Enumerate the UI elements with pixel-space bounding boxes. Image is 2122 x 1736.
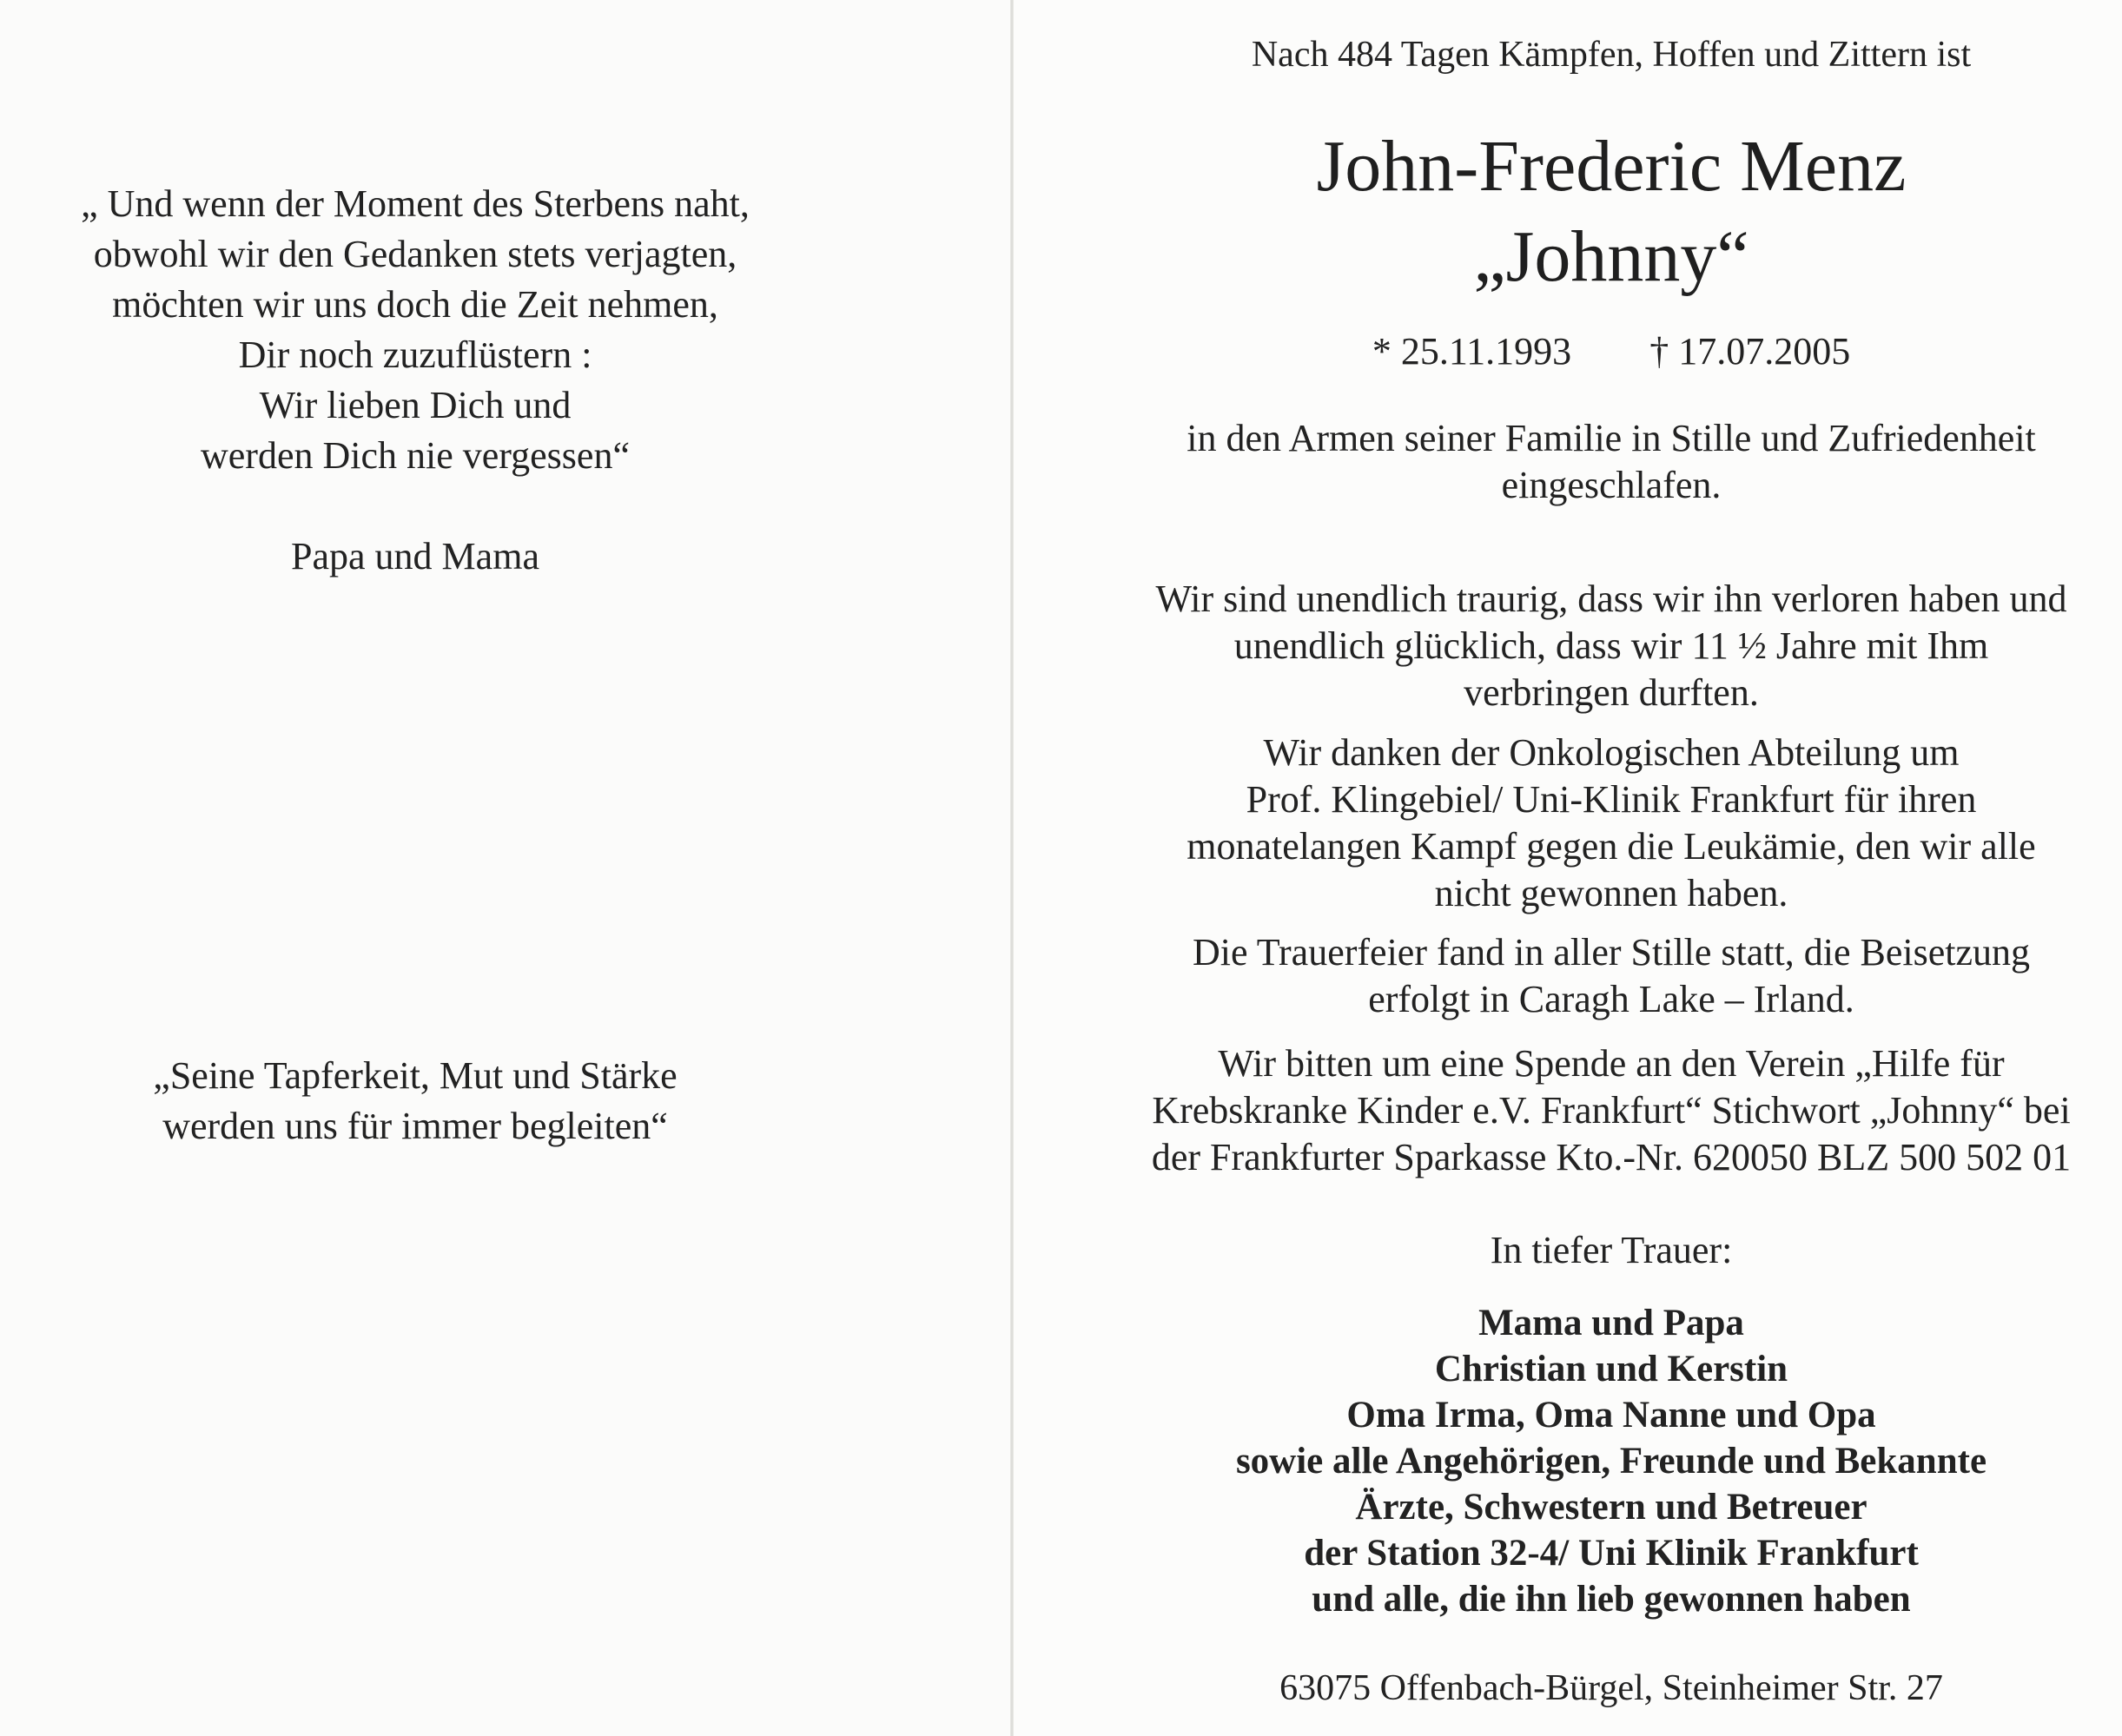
mourner-line: Oma Irma, Oma Nanne und Opa xyxy=(1346,1395,1876,1436)
poem xyxy=(0,179,830,481)
paragraph-line: unendlich glücklich, dass wir 11 ½ Jahre mit Ihm xyxy=(1233,624,1989,667)
death-date: † 17.07.2005 xyxy=(1649,330,1851,373)
paragraph-line: verbringen durften. xyxy=(1464,671,1759,714)
paragraph-line: eingeschlafen. xyxy=(1501,464,1722,506)
poem-signature xyxy=(0,531,830,582)
paragraph-line: Die Trauerfeier fand in aller Stille statt, die Beisetzung xyxy=(1192,931,2031,974)
paragraph-line: der Frankfurter Sparkasse Kto.-Nr. 620050 BLZ 500 502 01 xyxy=(1151,1136,2072,1178)
quote-line: werden uns für immer begleiten“ xyxy=(162,1105,668,1147)
quote xyxy=(0,1051,830,1152)
signature-text: Papa und Mama xyxy=(291,535,539,578)
mourner-line: der Station 32-4/ Uni Klinik Frankfurt xyxy=(1304,1533,1919,1574)
poem-line: Dir noch zuzuflüstern : xyxy=(238,333,592,376)
funeral-paragraph xyxy=(1120,929,2102,1023)
mourner-line: Christian und Kerstin xyxy=(1434,1349,1788,1389)
paragraph-line: monatelangen Kampf gegen die Leukämie, den wir alle xyxy=(1187,825,2036,868)
deceased-name: John-Frederic Menz xyxy=(1316,126,1907,207)
paragraph-line: Prof. Klingebiel/ Uni-Klinik Frankfurt für ihren xyxy=(1246,778,1977,821)
quote-line: „Seine Tapferkeit, Mut und Stärke xyxy=(153,1054,678,1097)
mourner-line: sowie alle Angehörigen, Freunde und Bekannte xyxy=(1235,1441,1987,1482)
poem-line: möchten wir uns doch die Zeit nehmen, xyxy=(112,283,718,326)
mourner-line: und alle, die ihn lieb gewonnen haben xyxy=(1312,1579,1911,1620)
mourners-list xyxy=(1120,1300,2102,1622)
intro-text: Nach 484 Tagen Kämpfen, Hoffen und Zittern ist xyxy=(1251,35,1972,75)
passing-paragraph xyxy=(1120,415,2102,509)
deceased-nickname: „Johnny“ xyxy=(1473,216,1749,297)
thanks-paragraph xyxy=(1120,729,2102,917)
sadness-paragraph xyxy=(1120,576,2102,716)
paragraph-line: Wir danken der Onkologischen Abteilung um xyxy=(1263,731,1960,774)
mourner-line: Mama und Papa xyxy=(1478,1303,1744,1343)
paragraph-line: Wir sind unendlich traurig, dass wir ihn verloren haben und xyxy=(1155,578,2067,620)
life-dates xyxy=(1120,327,2102,376)
mourning-heading-text: In tiefer Trauer: xyxy=(1490,1229,1733,1271)
poem-line: werden Dich nie vergessen“ xyxy=(201,434,630,477)
donation-paragraph xyxy=(1120,1040,2102,1181)
poem-line: Wir lieben Dich und xyxy=(259,384,572,426)
paragraph-line: Wir bitten um eine Spende an den Verein „Hilfe für xyxy=(1218,1042,2005,1085)
paragraph-line: Krebskranke Kinder e.V. Frankfurt“ Stichwort „Johnny“ bei xyxy=(1152,1089,2071,1132)
mourner-line: Ärzte, Schwestern und Betreuer xyxy=(1355,1487,1867,1528)
deceased-name-block xyxy=(1120,122,2102,302)
address-text: 63075 Offenbach-Bürgel, Steinheimer Str. 27 xyxy=(1279,1668,1943,1708)
family-address xyxy=(1120,1665,2102,1712)
birth-date: * 25.11.1993 xyxy=(1372,330,1572,373)
mourning-heading xyxy=(1120,1227,2102,1274)
poem-line: „ Und wenn der Moment des Sterbens naht, xyxy=(81,182,750,225)
paragraph-line: in den Armen seiner Familie in Stille und Zufriedenheit xyxy=(1187,417,2036,459)
paragraph-line: nicht gewonnen haben. xyxy=(1434,872,1788,914)
intro-line xyxy=(1120,31,2102,78)
poem-line: obwohl wir den Gedanken stets verjagten, xyxy=(93,233,737,275)
paragraph-line: erfolgt in Caragh Lake – Irland. xyxy=(1368,978,1854,1020)
